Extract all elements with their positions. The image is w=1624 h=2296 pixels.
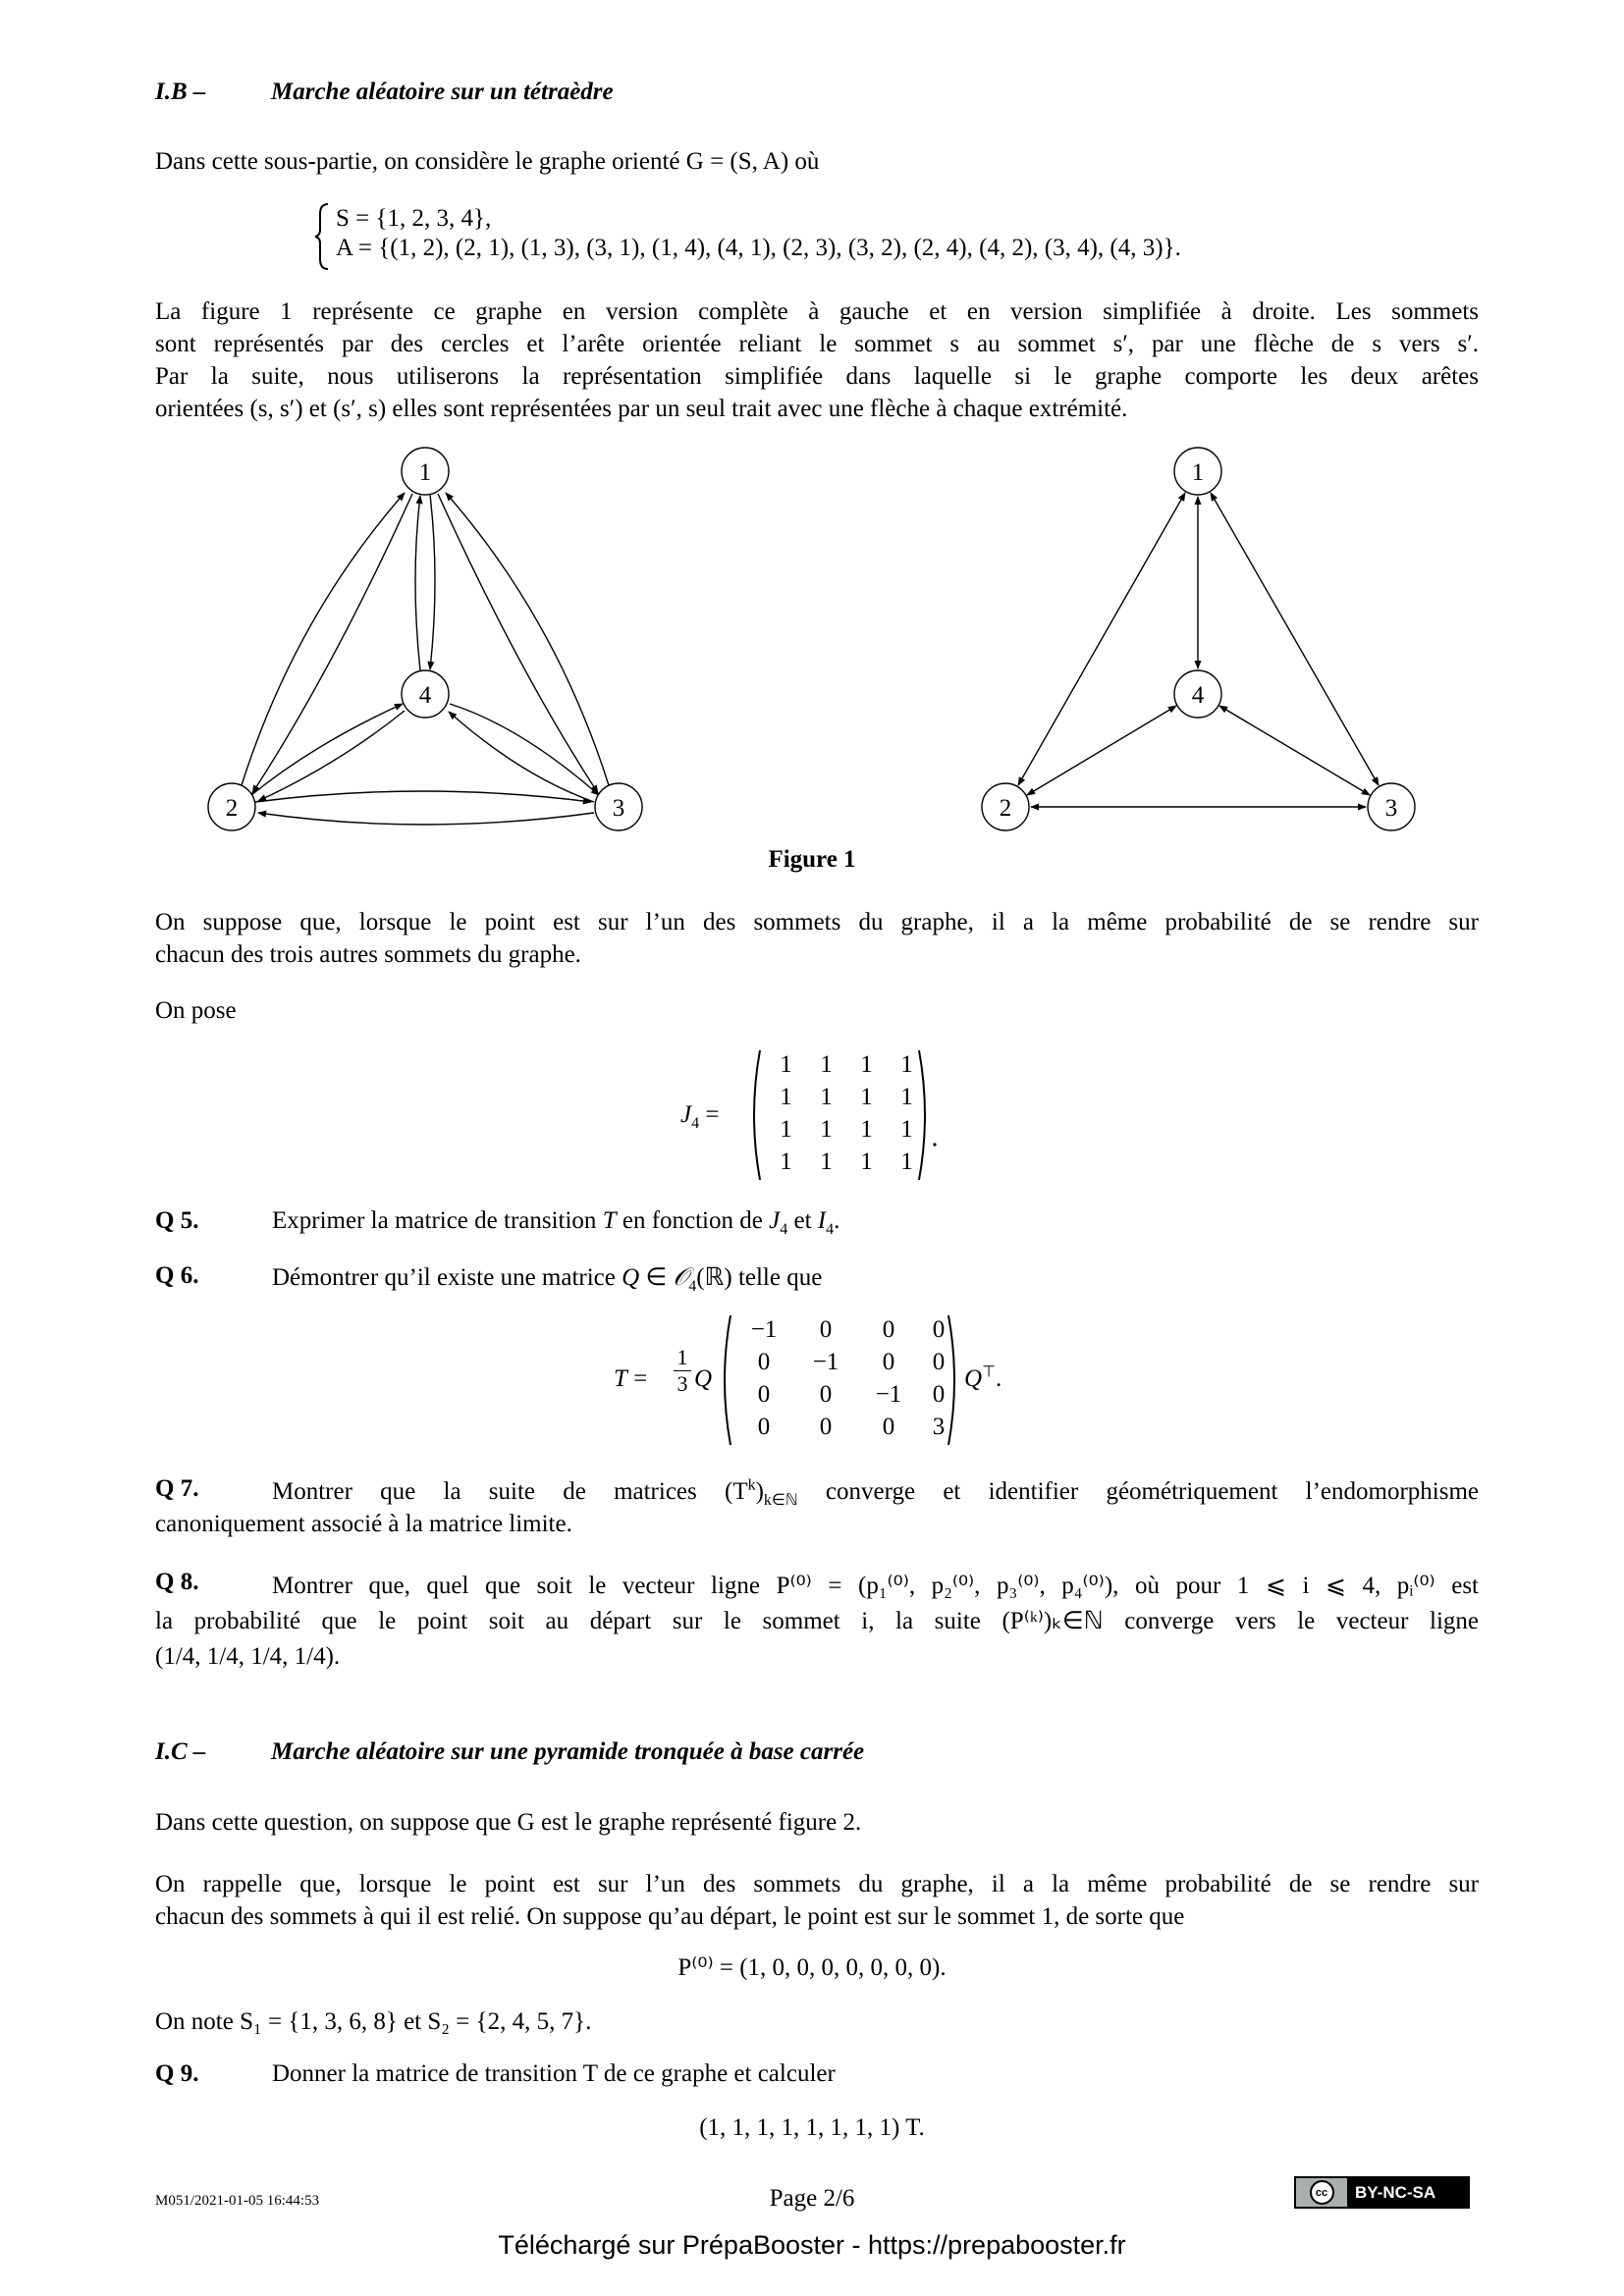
- ic-intro-text: Dans cette question, on suppose que G est le graphe représenté figure 2.: [155, 1809, 862, 1836]
- fraction-one-third: [674, 1345, 691, 1397]
- node-label: 4: [418, 682, 432, 709]
- matrix-cell: 0: [819, 1414, 833, 1440]
- matrix-cell: 0: [932, 1316, 946, 1343]
- math-Q: Q: [694, 1365, 713, 1392]
- paragraph-line: Par la suite, nous utiliserons la représentation simplifiée dans laquelle si le graphe comporte les deux arêtes: [155, 363, 1479, 390]
- j-symbol: J: [680, 1101, 692, 1128]
- set-s: S = {1, 2, 3, 4},: [336, 205, 492, 232]
- superscript: k: [747, 1476, 756, 1494]
- fraction-denominator: 3: [677, 1371, 688, 1396]
- matrix-cell: 0: [882, 1414, 895, 1440]
- matrix-cell: 0: [757, 1381, 771, 1408]
- text: en fonction de: [616, 1207, 770, 1234]
- license-label: BY-NC-SA: [1355, 2182, 1436, 2202]
- matrix-cell: 1: [860, 1051, 873, 1078]
- question-label-q9: Q 9.: [155, 2060, 199, 2087]
- j4-label: $J_4$ =: [680, 1101, 720, 1132]
- j-subscript: 4: [691, 1115, 700, 1132]
- math-T: T: [614, 1365, 627, 1392]
- matrix-cell: 1: [820, 1084, 833, 1110]
- question-label-q6: Q 6.: [155, 1262, 199, 1289]
- t-diagonal-matrix: [734, 1313, 958, 1443]
- text: .: [834, 1207, 840, 1234]
- node-label: 1: [418, 459, 432, 486]
- j4-matrix: [766, 1048, 927, 1178]
- matrix-cell: −1: [875, 1381, 902, 1408]
- node-label: 3: [1384, 795, 1398, 822]
- math-T: T: [602, 1207, 617, 1234]
- text: Montrer que la suite de matrices (T: [272, 1478, 748, 1505]
- figure-1-graphs: [0, 432, 1624, 844]
- paragraph-line: orientées (s, s′) et (s′, s) elles sont représentées par un seul trait avec une flèche à chaque extrémité.: [155, 396, 1128, 422]
- simplified-graph: [1018, 493, 1379, 807]
- document-code: M051/2021-01-05 16:44:53: [155, 2193, 320, 2209]
- paragraph-line: chacun des trois autres sommets du graphe.: [155, 941, 581, 968]
- text: Démontrer qu’il existe une matrice: [272, 1264, 623, 1291]
- section-heading-ic: [155, 1738, 864, 1766]
- matrix-cell: 1: [780, 1051, 792, 1078]
- text: converge et identifier géométriquement l’endomorphisme: [797, 1478, 1479, 1505]
- matrix-cell: 0: [757, 1414, 771, 1440]
- matrix-cell: 1: [780, 1116, 792, 1143]
- matrix-cell: 0: [819, 1316, 833, 1343]
- text: .: [996, 1365, 1002, 1392]
- paragraph-line: (1/4, 1/4, 1/4, 1/4).: [155, 1643, 341, 1670]
- matrix-cell: 1: [780, 1084, 792, 1110]
- question-text-q5: [272, 1207, 840, 1238]
- q-left: [694, 1362, 712, 1395]
- matrix-cell: 1: [860, 1116, 873, 1143]
- download-source-link[interactable]: Téléchargé sur PrépaBooster - https://prepabooster.fr: [498, 2230, 1126, 2260]
- question-text-q7: [155, 1475, 1479, 1540]
- matrix-cell: 0: [932, 1349, 946, 1375]
- section-number: I.B –: [155, 79, 206, 105]
- text: (ℝ): [696, 1264, 732, 1291]
- node-label: 1: [1191, 459, 1205, 486]
- cc-logo: [1296, 2178, 1347, 2207]
- assumption-paragraph: [155, 906, 1479, 971]
- matrix-cell: 1: [820, 1116, 833, 1143]
- matrix-cell: 0: [819, 1381, 833, 1408]
- matrix-cell: −1: [750, 1316, 778, 1343]
- paragraph-line: chacun des sommets à qui il est relié. On suppose qu’au départ, le point est sur le sommet 1, de sorte que: [155, 1903, 1185, 1930]
- node-label: 3: [612, 795, 625, 822]
- matrix-cell: 0: [882, 1316, 895, 1343]
- t-equals: T =: [614, 1365, 648, 1392]
- text: et: [787, 1207, 818, 1234]
- matrix-cell: 1: [820, 1051, 833, 1078]
- fraction-numerator: 1: [674, 1345, 691, 1371]
- paragraph-line: On rappelle que, lorsque le point est sur l’un des sommets du graphe, il a la même probabilité de se rendre sur: [155, 1871, 1479, 1897]
- cc-icon: cc: [1310, 2180, 1334, 2205]
- math-O: 𝒪: [673, 1264, 689, 1291]
- node-label: 4: [1191, 682, 1205, 709]
- section-number: I.C –: [155, 1738, 206, 1765]
- matrix-cell: 1: [900, 1148, 913, 1175]
- set-a: A = {(1, 2), (2, 1), (1, 3), (3, 1), (1, 4), (4, 1), (2, 3), (3, 2), (2, 4), (4, 2), (3, 4), (4, 3)}.: [336, 235, 1181, 261]
- paragraph-line: Montrer que, quel que soit le vecteur ligne P⁽⁰⁾ = (p₁⁽⁰⁾, p₂⁽⁰⁾, p₃⁽⁰⁾, p₄⁽⁰⁾), où pour 1 ⩽ i ⩽ 4, pᵢ⁽⁰⁾ est: [272, 1573, 1479, 1599]
- node-label: 2: [999, 795, 1012, 822]
- complete-graph: [242, 493, 609, 825]
- initial-distribution: P⁽⁰⁾ = (1, 0, 0, 0, 0, 0, 0, 0).: [677, 1954, 947, 1981]
- question-label-q7: Q 7.: [155, 1475, 199, 1502]
- matrix-cell: 3: [932, 1414, 946, 1440]
- complete-graph-nodes: [208, 448, 642, 830]
- paragraph-line: La figure 1 représente ce graphe en version complète à gauche et en version simplifiée à droite. Les sommets: [155, 298, 1479, 325]
- math-Q: Q: [622, 1264, 640, 1291]
- question-text-q9: Donner la matrice de transition T de ce graphe et calculer: [272, 2060, 836, 2087]
- matrix-cell: 1: [780, 1148, 792, 1175]
- subscript: 4: [688, 1278, 697, 1295]
- question-text-q6: [272, 1262, 823, 1295]
- figure-caption: Figure 1: [768, 846, 856, 873]
- matrix-cell: 1: [900, 1116, 913, 1143]
- question-label-q8: Q 8.: [155, 1569, 199, 1595]
- left-brace-icon: [312, 202, 332, 271]
- license-badge[interactable]: [1294, 2176, 1470, 2209]
- intro-text: Dans cette sous-partie, on considère le graphe orienté G = (S, A) où: [155, 148, 820, 175]
- subscript: 4: [780, 1221, 788, 1238]
- paragraph-line: canoniquement associé à la matrice limite.: [155, 1511, 572, 1537]
- paragraph-line: sont représentés par des cercles et l’arête orientée reliant le sommet s au sommet s′, par une flèche de s vers s′.: [155, 331, 1479, 357]
- question-text-q8: [155, 1569, 1479, 1675]
- reminder-paragraph: [155, 1868, 1479, 1933]
- matrix-cell: 0: [882, 1349, 895, 1375]
- matrix-cell: 0: [757, 1349, 771, 1375]
- paragraph-line: On suppose que, lorsque le point est sur l’un des sommets du graphe, il a la même probabilité de se rendre sur: [155, 909, 1479, 935]
- matrix-cell: 1: [860, 1148, 873, 1175]
- matrix-cell: 1: [860, 1084, 873, 1110]
- q-transpose: [964, 1362, 1001, 1395]
- matrix-cell: 0: [932, 1381, 946, 1408]
- subscript: k∈ℕ: [763, 1492, 798, 1509]
- section-title: Marche aléatoire sur un tétraèdre: [271, 79, 614, 105]
- math-J: J: [769, 1207, 781, 1234]
- section-title: Marche aléatoire sur une pyramide tronquée à base carrée: [271, 1738, 865, 1765]
- q9-formula: (1, 1, 1, 1, 1, 1, 1, 1) T.: [699, 2114, 925, 2141]
- paragraph-line: [155, 1475, 1479, 1508]
- page-number: Page 2/6: [769, 2185, 855, 2212]
- matrix-cell: 1: [820, 1148, 833, 1175]
- matrix-cell: −1: [812, 1349, 839, 1375]
- math-I: I: [817, 1207, 827, 1234]
- matrix-cell: 1: [900, 1084, 913, 1110]
- transpose-superscript: ⊤: [982, 1363, 996, 1381]
- subscript: 4: [826, 1221, 835, 1238]
- math-Q: Q: [964, 1365, 983, 1392]
- partition-sets: On note S₁ = {1, 3, 6, 8} et S₂ = {2, 4, 5, 7}.: [155, 2008, 592, 2035]
- text: ): [755, 1478, 764, 1505]
- section-heading-ib: [155, 79, 614, 106]
- text: Exprimer la matrice de transition: [272, 1207, 603, 1234]
- description-paragraph: [155, 295, 1479, 425]
- question-label-q5: Q 5.: [155, 1207, 199, 1234]
- paragraph-line: la probabilité que le point soit au départ sur le sommet i, la suite (P⁽ᵏ⁾)ₖ∈ℕ converge vers le vecteur ligne: [155, 1608, 1479, 1634]
- text: telle que: [731, 1264, 823, 1291]
- on-pose-text: On pose: [155, 997, 237, 1024]
- matrix-cell: 1: [900, 1051, 913, 1078]
- text: ∈: [639, 1264, 674, 1291]
- node-label: 2: [225, 795, 239, 822]
